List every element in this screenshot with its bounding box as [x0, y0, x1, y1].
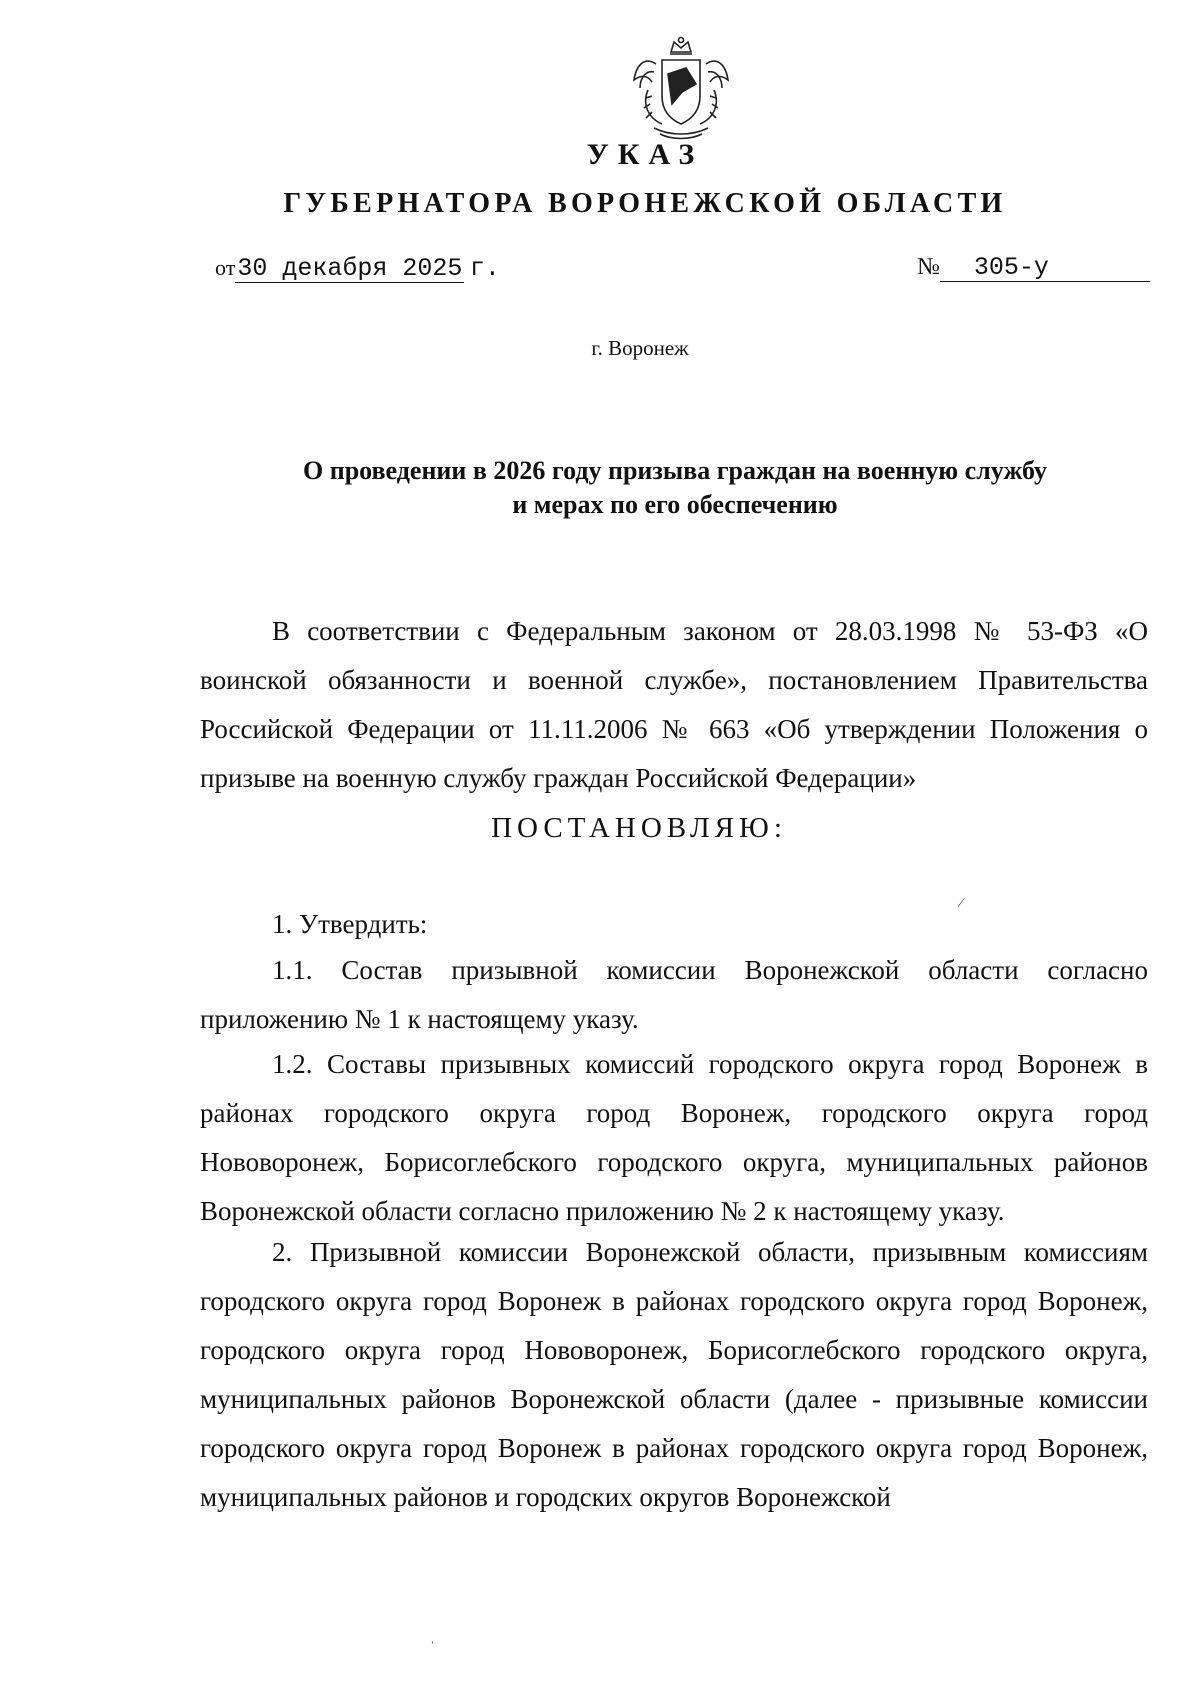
coat-of-arms-icon	[626, 34, 736, 146]
preamble: В соответствии с Федеральным законом от 28.03.1998 № 53-ФЗ «О воинской обязанности и военной службе», постановлением Правительства Российской Федерации от 11.11.2006 № 663 «Об утверждении Положения о призыве на военную службу граждан Российской Федерации»	[200, 616, 1148, 793]
date-value: 30 декабря 2025	[237, 254, 463, 283]
scan-mark: ⁄	[960, 896, 963, 911]
date-line	[215, 254, 500, 283]
date-prefix: от	[215, 255, 236, 280]
subject-line-2: и мерах по его обеспечению	[512, 490, 838, 519]
subject-title	[200, 454, 1150, 522]
issuer: ГУБЕРНАТОРА ВОРОНЕЖСКОЙ ОБЛАСТИ	[283, 188, 1007, 219]
item-2: 2. Призывной комиссии Воронежской области, призывным комиссиям городского округа город Воронеж в районах городского округа город Воронеж, городского округа город Нововоронеж, Борисоглебского городского округа, муниципальных районов Воронежской области (далее - призывные комиссии городского округа город Воронеж в районах городского округа город Воронеж, муниципальных районов и городских округов Воронежской	[200, 1237, 1148, 1512]
city: г. Воронеж	[591, 336, 689, 360]
scan-mark: ˈ	[430, 1640, 435, 1655]
document-type: УКАЗ	[586, 138, 704, 171]
number-value: 305-у	[940, 255, 1150, 282]
date-suffix: г.	[469, 254, 500, 283]
number-line	[917, 254, 1150, 282]
item-1-1: 1.1. Состав призывной комиссии Воронежской области согласно приложению № 1 к настоящему указу.	[200, 955, 1148, 1034]
decree-word: ПОСТАНОВЛЯЮ:	[491, 812, 787, 844]
subject-line-1: О проведении в 2026 году призыва граждан на военную службу	[303, 456, 1047, 485]
item-1: 1. Утвердить:	[272, 909, 428, 939]
number-prefix: №	[917, 254, 940, 280]
item-1-2: 1.2. Составы призывных комиссий городского округа город Воронеж в районах городского округа город Воронеж, городского округа город Нововоронеж, Борисоглебского городского округа, муниципальных районов Воронежской области согласно приложению № 2 к настоящему указу.	[200, 1049, 1148, 1226]
